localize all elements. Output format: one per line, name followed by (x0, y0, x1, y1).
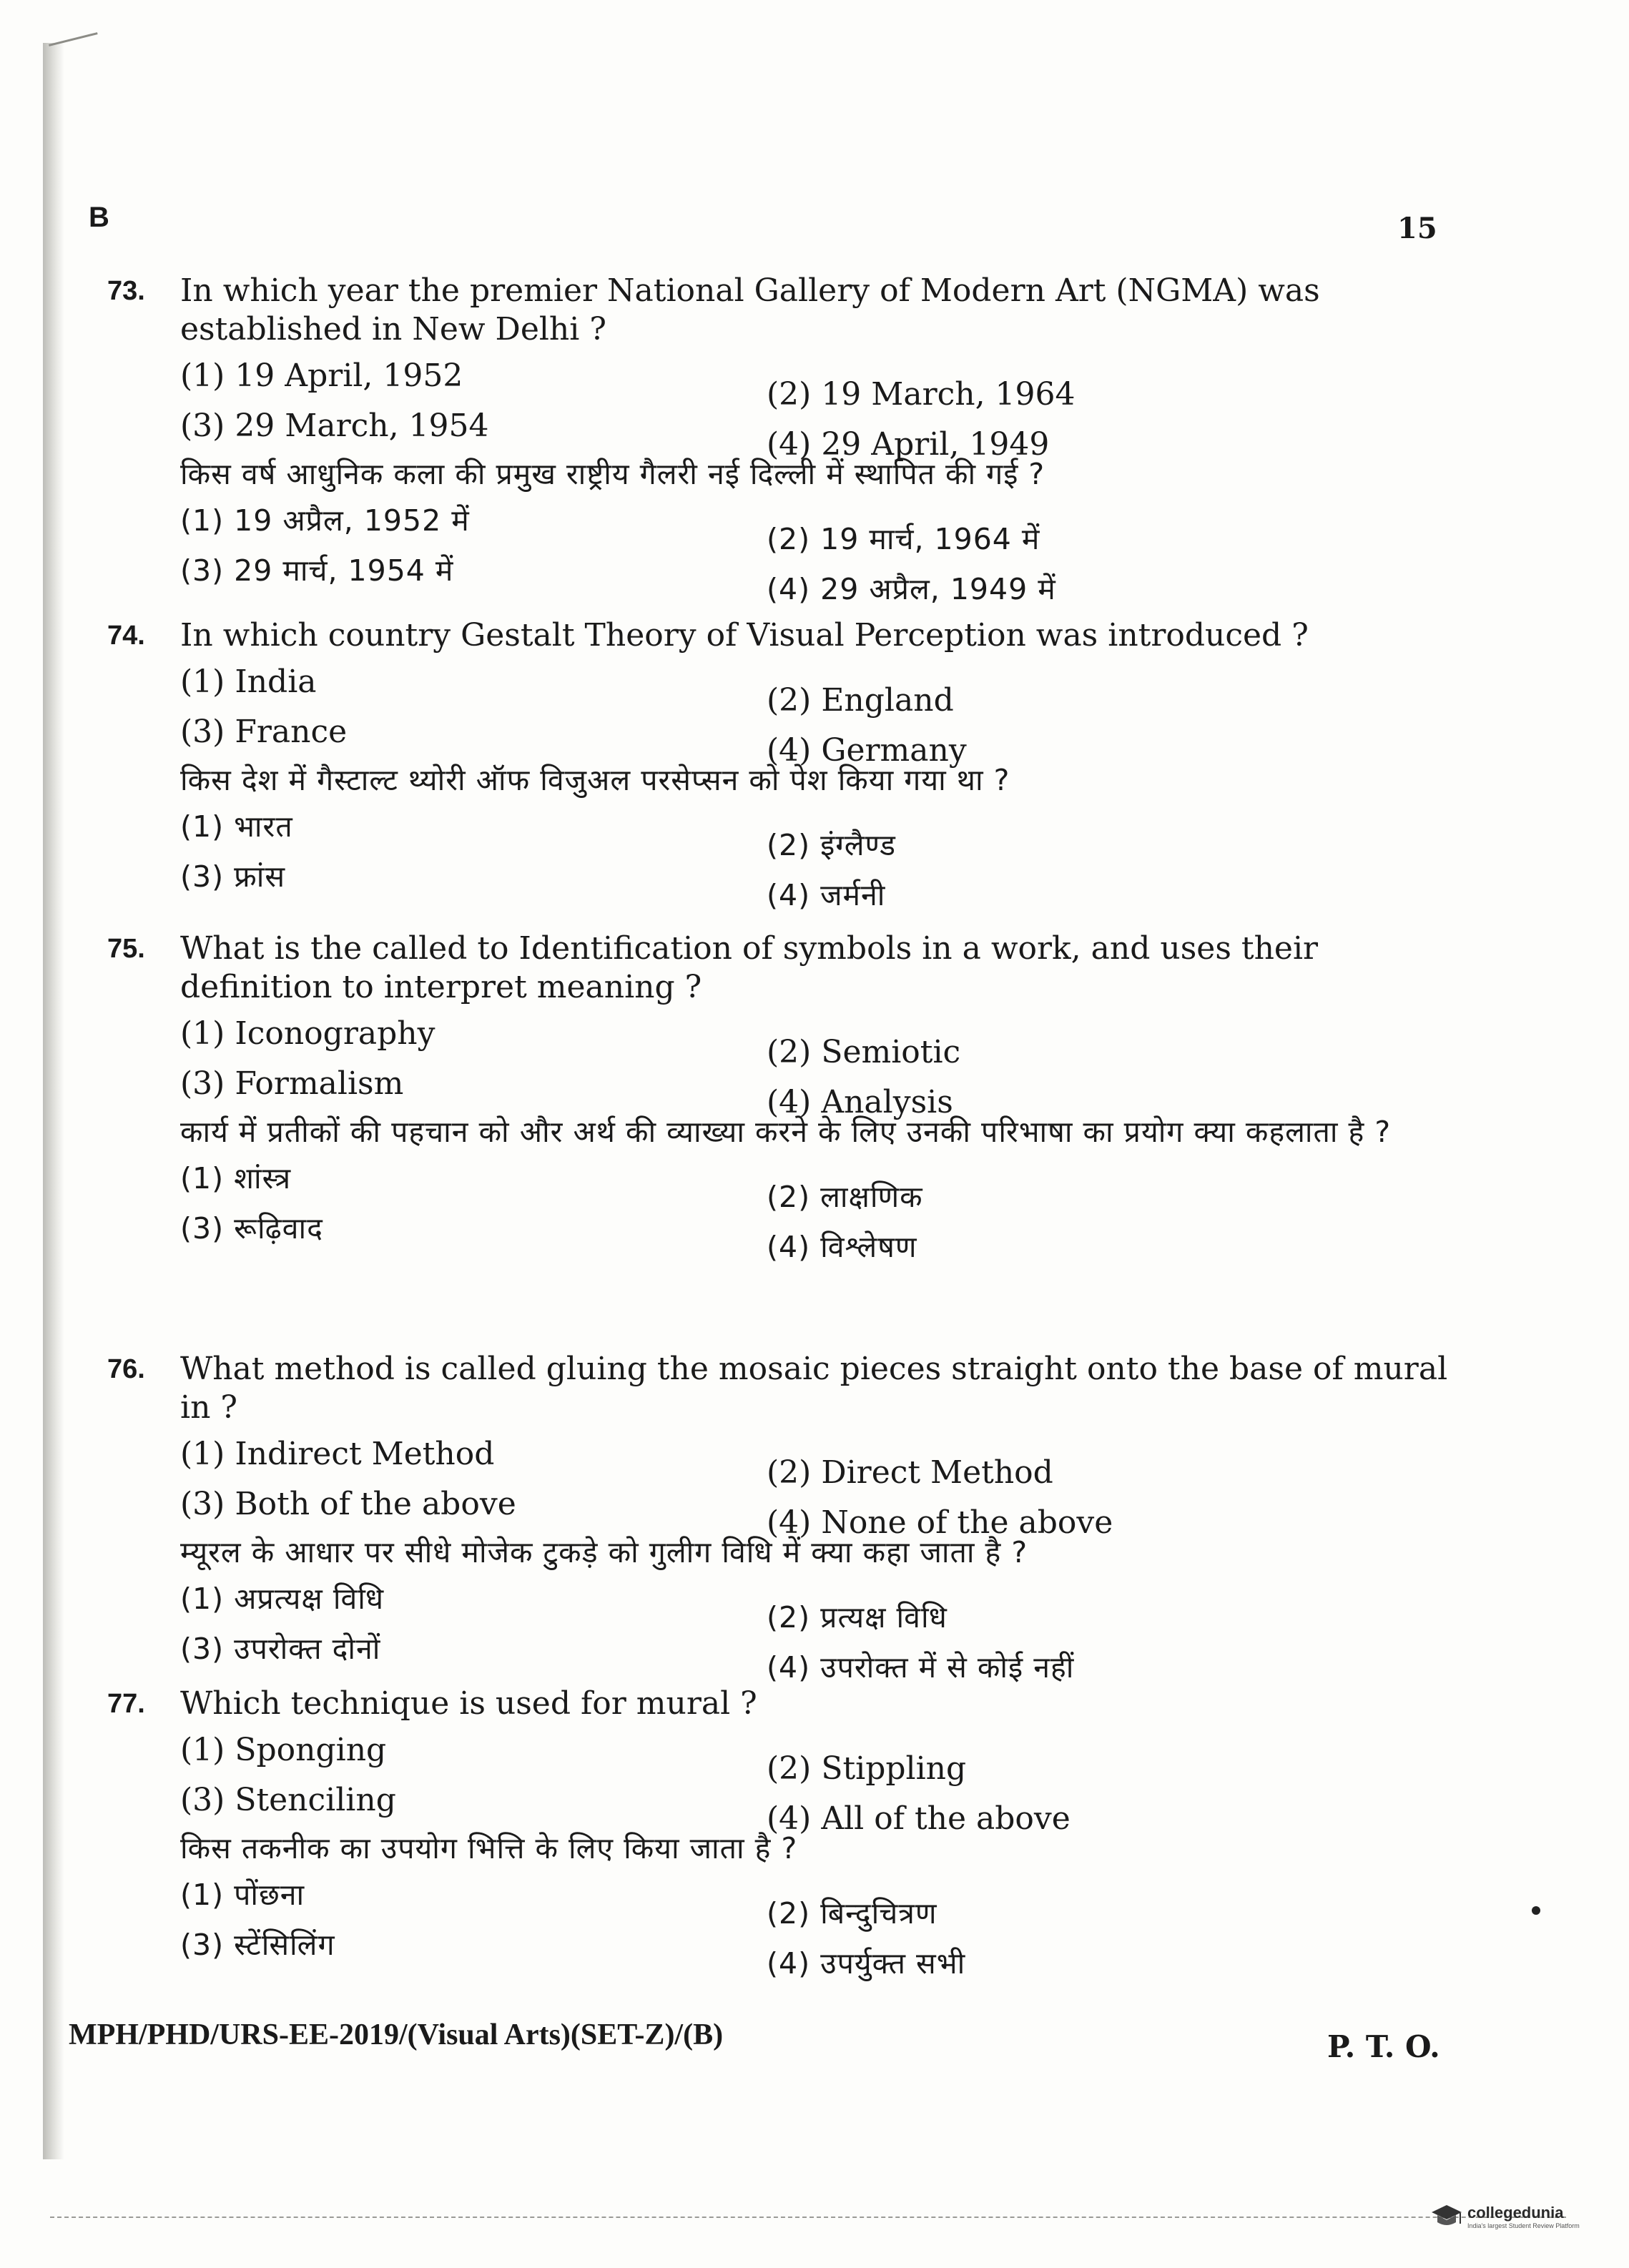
option: (1) शांस्त्र (180, 1161, 292, 1195)
option: (1) 19 April, 1952 (180, 358, 463, 394)
options-hi (107, 502, 1452, 606)
option: (1) Indirect Method (180, 1436, 495, 1472)
options-en (107, 1732, 1452, 1837)
question-text-en: 75. What is the called to Identification of symbols in a work, and uses their definition to interpret meaning ? (107, 930, 1319, 1005)
option: (2) बिन्दुचित्रण (767, 1896, 937, 1931)
question-number: 75. (107, 934, 145, 964)
page-number: 15 (1397, 212, 1437, 245)
options-en (107, 664, 1452, 769)
question-75 (107, 930, 1452, 1264)
option: (3) स्टेंसिलिंग (180, 1928, 335, 1962)
question-text-hi: म्यूरल के आधार पर सीधे मोजेक टुकड़े को गुलीग विधि में क्या कहा जाता है ? (180, 1535, 1028, 1569)
option: (1) 19 अप्रैल, 1952 में (180, 503, 470, 538)
option: (1) Iconography (180, 1015, 435, 1052)
graduation-cap-icon (1430, 2202, 1463, 2231)
option: (1) अप्रत्यक्ष विधि (180, 1582, 385, 1616)
option: (2) 19 मार्च, 1964 में (767, 522, 1040, 556)
question-text-en: 77. Which technique is used for mural ? (107, 1685, 757, 1722)
page-corner-fold (49, 32, 102, 63)
question-74 (107, 616, 1452, 912)
question-number: 77. (107, 1689, 145, 1719)
option: (3) रूढ़िवाद (180, 1211, 323, 1246)
collegedunia-watermark (1430, 2202, 1580, 2231)
option: (2) लाक्षणिक (767, 1180, 923, 1214)
option: (3) Stenciling (180, 1782, 396, 1818)
question-73 (107, 272, 1452, 606)
question-text-hi: किस देश में गैस्टाल्ट थ्योरी ऑफ विजुअल परसेप्सन को पेश किया गया था ? (180, 763, 1010, 797)
option: (3) France (180, 714, 348, 750)
question-text-en: 74. In which country Gestalt Theory of Visual Perception was introduced ? (107, 617, 1309, 654)
page-edge-shadow (43, 43, 64, 2159)
question-number: 73. (107, 276, 145, 306)
option: (2) इंग्लैण्ड (767, 828, 896, 862)
options-en (107, 1436, 1452, 1541)
question-76 (107, 1350, 1452, 1685)
question-text-hi: किस वर्ष आधुनिक कला की प्रमुख राष्ट्रीय गैलरी नई दिल्ली में स्थापित की गई ? (180, 457, 1045, 491)
option: (4) जर्मनी (767, 878, 886, 912)
question-text-en: 73. In which year the premier National Gallery of Modern Art (NGMA) was established in New Delhi ? (107, 272, 1320, 347)
option: (4) विश्लेषण (767, 1230, 917, 1264)
option: (4) All of the above (767, 1800, 1071, 1837)
option: (1) पोंछना (180, 1878, 305, 1912)
option: (4) Analysis (767, 1084, 953, 1120)
option: (2) 19 March, 1964 (767, 376, 1076, 413)
option: (4) उपर्युक्त सभी (767, 1946, 966, 1981)
question-number: 76. (107, 1354, 145, 1384)
options-en (107, 1015, 1452, 1120)
watermark-name: collegedunia (1467, 2204, 1564, 2222)
options-hi (107, 1580, 1452, 1685)
bottom-rule (50, 2217, 1566, 2218)
option: (2) England (767, 682, 954, 719)
option: (3) उपरोक्त दोनों (180, 1632, 381, 1666)
option: (4) None of the above (767, 1504, 1113, 1541)
question-77 (107, 1685, 1452, 1981)
question-number: 74. (107, 621, 145, 651)
option: (4) Germany (767, 732, 967, 769)
option: (3) Both of the above (180, 1486, 516, 1522)
pto-label: P. T. O. (1327, 2029, 1440, 2064)
paper-code: MPH/PHD/URS-EE-2019/(Visual Arts)(SET-Z)/(B) (69, 2018, 724, 2051)
option: (2) Stippling (767, 1750, 967, 1787)
set-letter: B (89, 202, 109, 233)
option: (3) 29 मार्च, 1954 में (180, 553, 454, 588)
option: (3) Formalism (180, 1065, 404, 1102)
question-text-hi: कार्य में प्रतीकों की पहचान को और अर्थ की व्याख्या करने के लिए उनकी परिभाषा का प्रयोग क्या कहलाता है ? (180, 1115, 1392, 1149)
watermark-tagline: India's largest Student Review Platform (1467, 2222, 1580, 2229)
option: (4) 29 अप्रैल, 1949 में (767, 572, 1056, 606)
option: (1) भारत (180, 809, 293, 844)
option: (3) फ्रांस (180, 859, 286, 894)
option: (1) Sponging (180, 1732, 387, 1768)
option: (3) 29 March, 1954 (180, 408, 489, 444)
ink-dot (1532, 1906, 1540, 1915)
option: (4) उपरोक्त में से कोई नहीं (767, 1650, 1075, 1685)
question-text-en: 76. What method is called gluing the mosaic pieces straight onto the base of mural in ? (107, 1351, 1448, 1426)
option: (4) 29 April, 1949 (767, 426, 1050, 463)
options-hi (107, 1876, 1452, 1981)
option: (2) Direct Method (767, 1454, 1053, 1491)
options-hi (107, 808, 1452, 912)
option: (2) Semiotic (767, 1034, 961, 1070)
options-hi (107, 1160, 1452, 1264)
option: (2) प्रत्यक्ष विधि (767, 1600, 948, 1635)
question-text-hi: किस तकनीक का उपयोग भित्ति के लिए किया जाता है ? (180, 1831, 798, 1865)
options-en (107, 358, 1452, 463)
option: (1) India (180, 664, 317, 700)
